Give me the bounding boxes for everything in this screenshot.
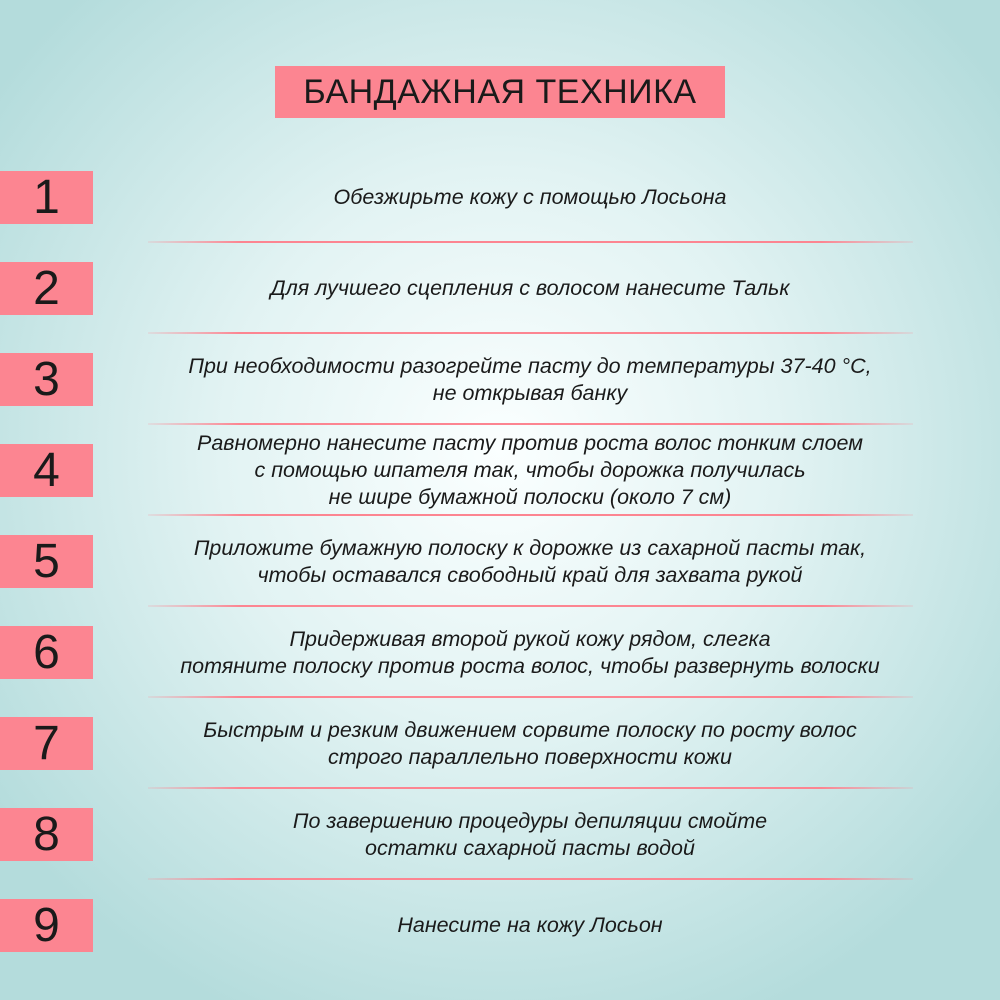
step-item-6 <box>0 626 1000 716</box>
step-number: 4 <box>33 443 60 497</box>
step-item-5 <box>0 535 1000 625</box>
step-number: 2 <box>33 261 60 315</box>
step-divider <box>148 423 913 425</box>
step-number: 9 <box>33 898 60 952</box>
step-number-badge <box>0 535 93 588</box>
step-instruction <box>145 431 915 509</box>
step-number-badge <box>0 899 93 952</box>
step-instruction-text: Приложите бумажную полоску к дорожке из сахарной пасты так, чтобы оставался свободный край для захвата рукой <box>193 535 867 587</box>
step-instruction-text: При необходимости разогрейте пасту до температуры 37-40 °С, не открывая банку <box>188 353 872 405</box>
step-instruction <box>145 353 915 406</box>
step-item-9 <box>0 899 1000 989</box>
step-item-8 <box>0 808 1000 898</box>
step-instruction <box>145 717 915 770</box>
step-item-2 <box>0 262 1000 352</box>
step-divider <box>148 605 913 607</box>
step-instruction <box>145 899 915 952</box>
step-divider <box>148 696 913 698</box>
step-item-4 <box>0 431 1000 534</box>
step-number: 7 <box>33 716 60 770</box>
title-banner <box>275 66 725 118</box>
step-number: 6 <box>33 625 60 679</box>
step-divider <box>148 241 913 243</box>
step-instruction-text: Нанесите на кожу Лосьон <box>397 913 663 937</box>
step-instruction <box>145 626 915 679</box>
step-item-1 <box>0 171 1000 261</box>
step-number: 5 <box>33 534 60 588</box>
step-instruction <box>145 262 915 315</box>
step-number-badge <box>0 808 93 861</box>
step-instruction <box>145 535 915 588</box>
step-instruction-text: По завершению процедуры депиляции смойте остатки сахарной пасты водой <box>292 808 768 860</box>
step-number: 8 <box>33 807 60 861</box>
step-number-badge <box>0 717 93 770</box>
step-instruction-text: Для лучшего сцепления с волосом нанесите Тальк <box>270 276 790 300</box>
step-number-badge <box>0 171 93 224</box>
step-divider <box>148 878 913 880</box>
step-instruction-text: Обезжирьте кожу с помощью Лосьона <box>333 185 727 209</box>
step-divider <box>148 514 913 516</box>
step-instruction-text: Равномерно нанесите пасту против роста волос тонким слоем с помощью шпателя так, чтобы дорожка получилась не шире бумажной полоски (около 7 см) <box>197 431 863 509</box>
page-title: БАНДАЖНАЯ ТЕХНИКА <box>303 72 697 111</box>
step-instruction-text: Быстрым и резким движением сорвите полоску по росту волос строго параллельно поверхности кожи <box>203 717 857 769</box>
step-number-badge <box>0 262 93 315</box>
step-number: 1 <box>33 170 60 224</box>
step-divider <box>148 332 913 334</box>
step-number: 3 <box>33 352 60 406</box>
step-instruction <box>145 171 915 224</box>
step-instruction-text: Придерживая второй рукой кожу рядом, слегка потяните полоску против роста волос, чтобы развернуть волоски <box>180 626 880 678</box>
step-number-badge <box>0 353 93 406</box>
step-item-7 <box>0 717 1000 807</box>
step-divider <box>148 787 913 789</box>
step-number-badge <box>0 626 93 679</box>
step-instruction <box>145 808 915 861</box>
step-number-badge <box>0 444 93 497</box>
